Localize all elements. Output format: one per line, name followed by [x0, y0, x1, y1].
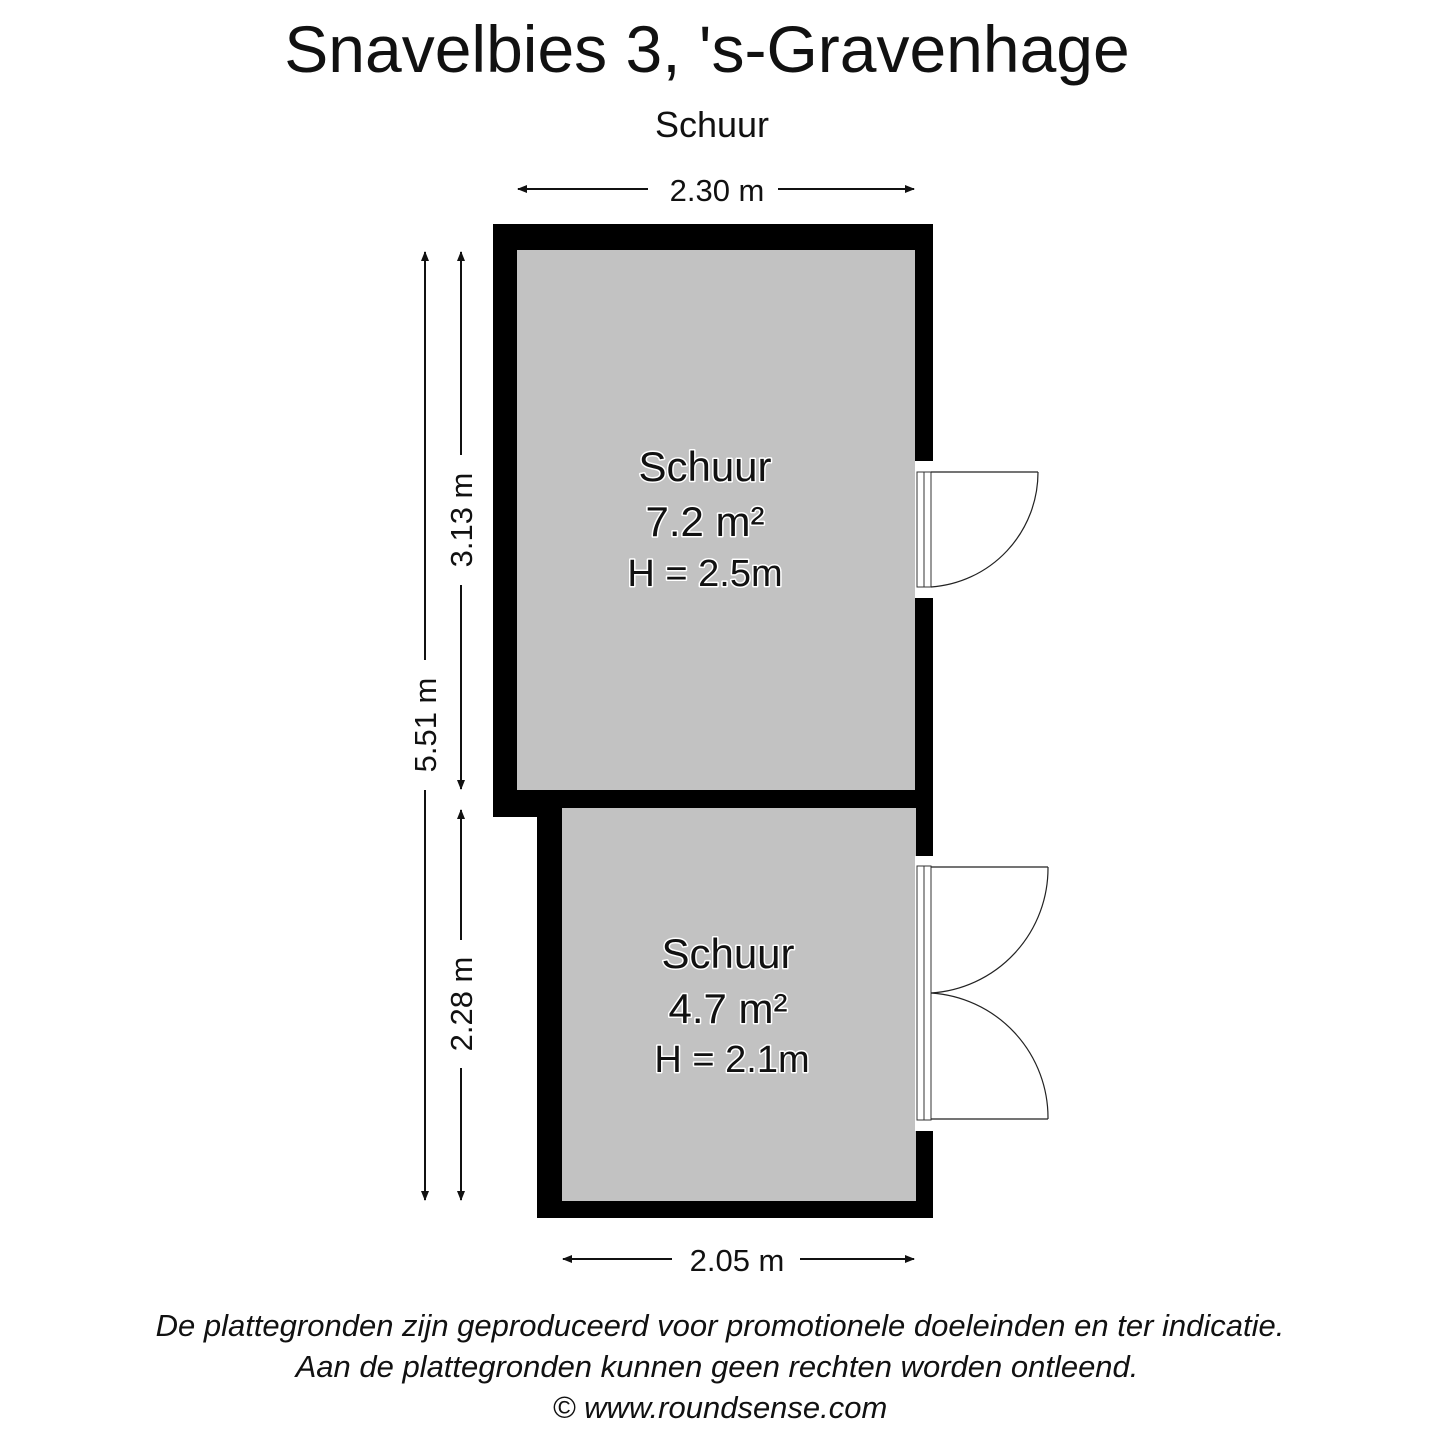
- room-height: H = 2.1m: [654, 1039, 810, 1081]
- floor-label: Schuur: [654, 104, 770, 145]
- top-width-dimension: [518, 173, 914, 208]
- bottom-width-dimension: [563, 1243, 914, 1278]
- lower-height-label: 2.28 m: [444, 956, 479, 1052]
- room-label-upper: [627, 443, 782, 595]
- room-area: 4.7 m²: [668, 985, 788, 1032]
- lower-height-dimension: [444, 810, 479, 1200]
- top-width-label: 2.30 m: [669, 173, 765, 208]
- room-name: Schuur: [638, 443, 772, 490]
- room-height: H = 2.5m: [627, 553, 783, 595]
- disclaimer: [156, 1308, 1285, 1425]
- room-label-lower: [654, 930, 809, 1081]
- door-lower: [915, 856, 1048, 1131]
- bottom-width-label: 2.05 m: [689, 1243, 785, 1278]
- room-name: Schuur: [661, 930, 795, 977]
- room-area: 7.2 m²: [645, 498, 765, 545]
- total-height-label: 5.51 m: [408, 677, 443, 773]
- disclaimer-line-1: De plattegronden zijn geproduceerd voor promotionele doeleinden en ter indicatie.: [155, 1308, 1285, 1343]
- disclaimer-line-2: Aan de plattegronden kunnen geen rechten worden ontleend.: [295, 1349, 1139, 1384]
- door-upper: [915, 461, 1038, 598]
- upper-height-label: 3.13 m: [444, 472, 479, 568]
- total-height-dimension: [408, 252, 443, 1200]
- copyright-link[interactable]: © www.roundsense.com: [552, 1390, 888, 1425]
- upper-height-dimension: [444, 252, 479, 789]
- page-title: Snavelbies 3, 's-Gravenhage: [284, 12, 1130, 86]
